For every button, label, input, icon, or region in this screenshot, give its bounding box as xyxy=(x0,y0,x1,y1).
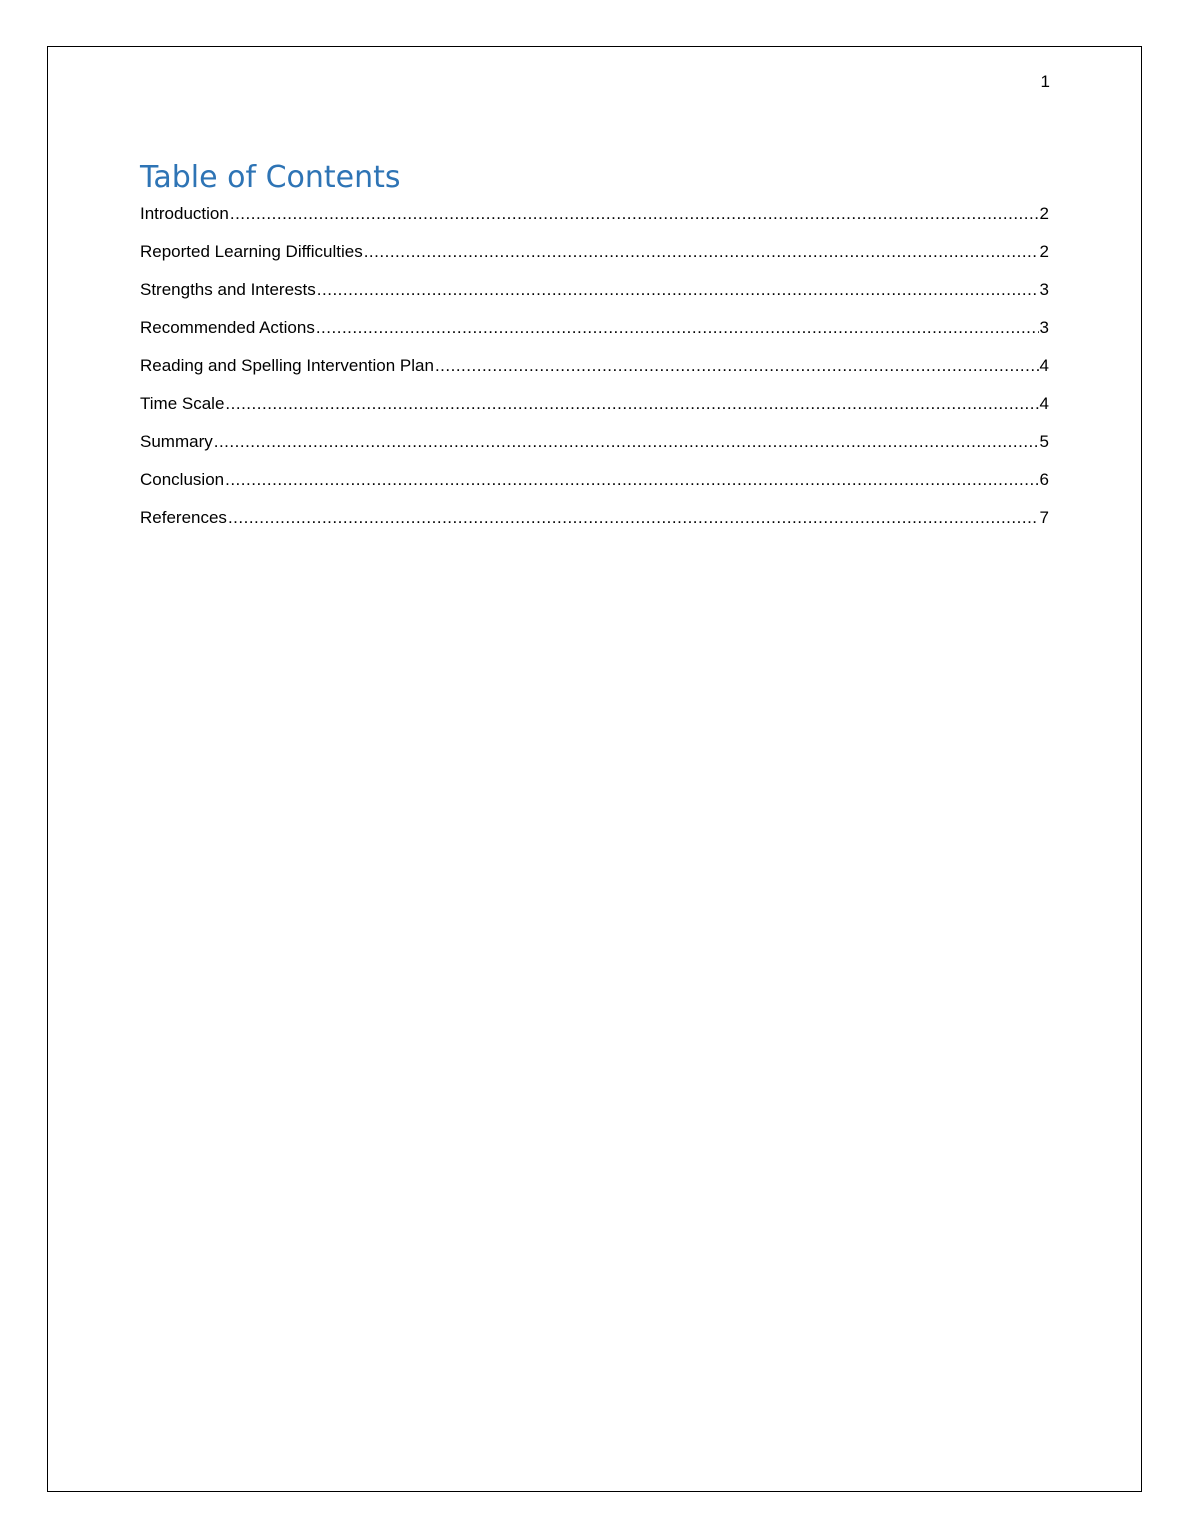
toc-entry-conclusion[interactable] xyxy=(140,470,1049,508)
toc-dot-leader xyxy=(317,280,1039,300)
toc-entry-page: 5 xyxy=(1039,432,1049,451)
toc-entry-references[interactable] xyxy=(140,508,1049,546)
toc-entry-page: 6 xyxy=(1039,470,1049,489)
toc-entry-label: Reported Learning Difficulties xyxy=(140,242,363,261)
toc-entry-label: Reading and Spelling Intervention Plan xyxy=(140,356,434,375)
toc-dot-leader xyxy=(364,242,1039,262)
toc-dot-leader xyxy=(230,204,1039,224)
toc-entry-page: 2 xyxy=(1039,242,1049,261)
toc-entry-label: Conclusion xyxy=(140,470,225,489)
toc-entry-page: 2 xyxy=(1039,204,1049,223)
toc-entry-page: 3 xyxy=(1039,318,1049,337)
toc-entry-introduction[interactable] xyxy=(140,204,1049,242)
toc-dot-leader xyxy=(225,394,1038,414)
toc-dot-leader xyxy=(228,508,1039,528)
toc-list xyxy=(140,204,1049,546)
toc-entry-strengths-and-interests[interactable] xyxy=(140,280,1049,318)
toc-entry-label: Summary xyxy=(140,432,213,451)
toc-dot-leader xyxy=(435,356,1039,376)
toc-entry-label: Recommended Actions xyxy=(140,318,315,337)
toc-dot-leader xyxy=(316,318,1039,338)
toc-entry-recommended-actions[interactable] xyxy=(140,318,1049,356)
toc-entry-summary[interactable] xyxy=(140,432,1049,470)
toc-entry-page: 4 xyxy=(1039,394,1049,413)
page-number: 1 xyxy=(1040,72,1050,91)
toc-entry-page: 4 xyxy=(1039,356,1049,375)
toc-entry-time-scale[interactable] xyxy=(140,394,1049,432)
toc-dot-leader xyxy=(225,470,1038,490)
toc-entry-label: Time Scale xyxy=(140,394,225,413)
toc-entry-label: Strengths and Interests xyxy=(140,280,316,299)
toc-entry-label: Introduction xyxy=(140,204,229,223)
toc-dot-leader xyxy=(214,432,1039,452)
toc-entry-reading-and-spelling-intervention-plan[interactable] xyxy=(140,356,1049,394)
toc-entry-page: 7 xyxy=(1039,508,1049,527)
toc-entry-reported-learning-difficulties[interactable] xyxy=(140,242,1049,280)
toc-entry-label: References xyxy=(140,508,227,527)
toc-entry-page: 3 xyxy=(1039,280,1049,299)
toc-title: Table of Contents xyxy=(140,160,401,195)
